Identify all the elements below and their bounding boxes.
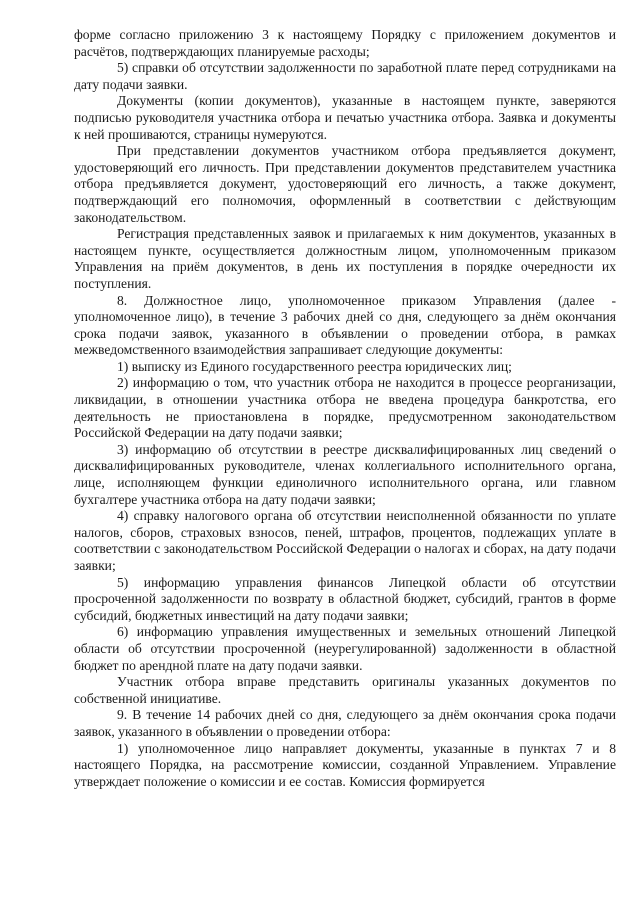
paragraph-8: 2) информацию о том, что участник отбора не находится в процессе реорганизации, ликвидации, в отношении участника отбора не введена процедура банкротства, его деятельность не приостановлена в порядке, предусмотренном законодательством Российской Федерации на дату подачи заявки; [74, 375, 616, 441]
paragraph-13: Участник отбора вправе представить оригиналы указанных документов по собственной инициативе. [74, 674, 616, 706]
paragraph-2: 5) справки об отсутствии задолженности по заработной плате перед сотрудниками на дату подачи заявки. [74, 60, 616, 92]
paragraph-5: Регистрация представленных заявок и прилагаемых к ним документов, указанных в настоящем пункте, осуществляется должностным лицом, уполномоченным приказом Управления на приём документов, в день их поступления в порядке очередности их поступления. [74, 226, 616, 291]
paragraph-9: 3) информацию об отсутствии в реестре дисквалифицированных лиц сведений о дисквалифицированных руководителе, членах коллегиального исполнительного органа, лице, исполняющем функции единоличного исполнительного органа, или главном бухгалтере участника отбора на дату подачи заявки; [74, 441, 616, 507]
paragraph-1: форме согласно приложению 3 к настоящему Порядку с приложением документов и расчётов, подтверждающих планируемые расходы; [74, 27, 616, 59]
paragraph-4: При представлении документов участником отбора предъявляется документ, удостоверяющий его личность. При представлении документов представителем участника отбора предъявляется документ, удостоверяющий его личность, а также документ, подтверждающий его полномочия, оформленный в соответствии с действующим законодательством. [74, 143, 616, 225]
paragraph-12: 6) информацию управления имущественных и земельных отношений Липецкой области об отсутствии просроченной (неурегулированной) задолженности в областной бюджет по арендной плате на дату подачи заявки. [74, 624, 616, 673]
paragraph-6: 8. Должностное лицо, уполномоченное приказом Управления (далее - уполномоченное лицо), в течение 3 рабочих дней со дня, следующего за днём окончания срока подачи заявок, указанного в объявлении о проведении отбора, в рамках межведомственного взаимодействия запрашивает следующие документы: [74, 292, 616, 358]
paragraph-7: 1) выписку из Единого государственного реестра юридических лиц; [117, 358, 512, 374]
paragraph-10: 4) справку налогового органа об отсутствии неисполненной обязанности по уплате налогов, сборов, страховых взносов, пеней, штрафов, процентов, подлежащих уплате в соответствии с законодательством Российской Федерации о налогах и сборах, на дату подачи заявки; [74, 508, 616, 573]
paragraph-15: 1) уполномоченное лицо направляет документы, указанные в пунктах 7 и 8 настоящего Порядка, на рассмотрение комиссии, созданной Управлением. Управление утверждает положение о комиссии и ее состав. Комиссия формируется [74, 740, 616, 789]
paragraph-11: 5) информацию управления финансов Липецкой области об отсутствии просроченной задолженности по возврату в областной бюджет, субсидий, грантов в форме субсидий, бюджетных инвестиций на дату подачи заявки; [74, 574, 616, 623]
paragraph-3: Документы (копии документов), указанные в настоящем пункте, заверяются подписью руководителя участника отбора и печатью участника отбора. Заявка и документы к ней прошиваются, страницы нумеруются. [74, 93, 616, 142]
paragraph-14: 9. В течение 14 рабочих дней со дня, следующего за днём окончания срока подачи заявок, указанного в объявлении о проведении отбора: [74, 707, 616, 739]
